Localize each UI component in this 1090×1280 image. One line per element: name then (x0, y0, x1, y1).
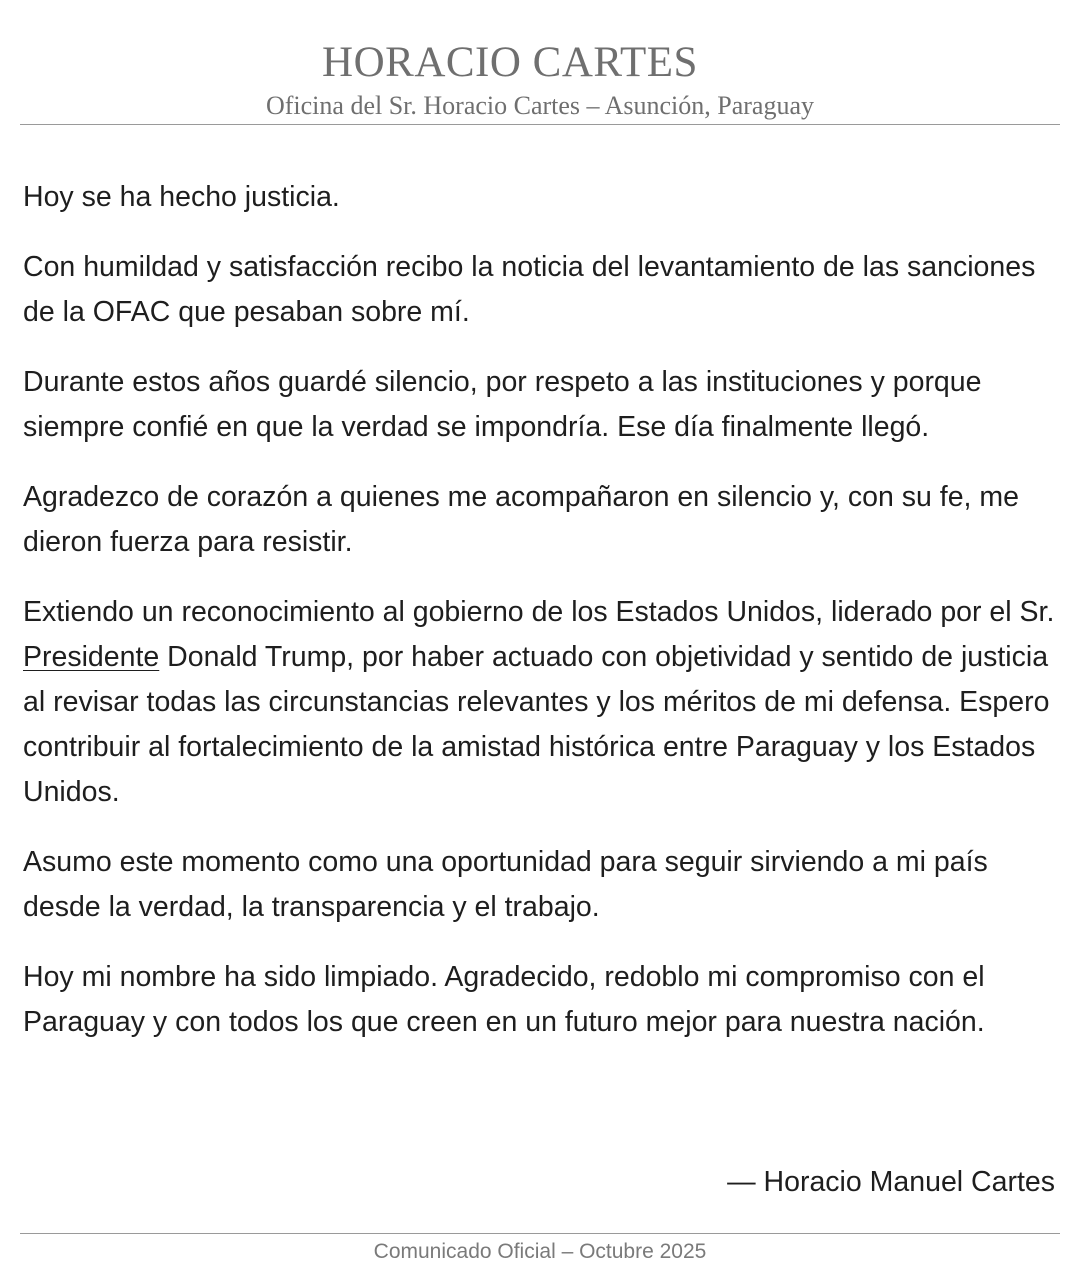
paragraph-4: Agradezco de corazón a quienes me acompañaron en silencio y, con su fe, me dieron fuerza para resistir. (23, 481, 1019, 558)
letterhead-subtitle: Oficina del Sr. Horacio Cartes – Asunción, Paraguay (265, 91, 815, 120)
paragraph-7: Hoy mi nombre ha sido limpiado. Agradecido, redoblo mi compromiso con el Paraguay y con todos los que creen en un futuro mejor para nuestra nación. (23, 961, 985, 1038)
paragraph-5 (23, 590, 1063, 815)
statement-body (23, 175, 1063, 1070)
paragraph-5-start: Extiendo un reconocimiento al gobierno de los Estados Unidos, liderado por el Sr. (23, 596, 1055, 628)
letterhead-title: HORACIO CARTES (322, 39, 698, 86)
paragraph-5-end: Donald Trump, por haber actuado con objetividad y sentido de justicia al revisar todas las circunstancias relevantes y los méritos de mi defensa. Espero contribuir al fortalecimiento de la amistad histórica entre Paraguay y los Estados Unidos. (23, 641, 1050, 808)
footer-note: Comunicado Oficial – Octubre 2025 (373, 1240, 707, 1263)
signature: — Horacio Manuel Cartes (727, 1166, 1055, 1198)
paragraph-2: Con humildad y satisfacción recibo la noticia del levantamiento de las sanciones de la OFAC que pesaban sobre mí. (23, 251, 1036, 328)
paragraph-1: Hoy se ha hecho justicia. (23, 181, 340, 213)
paragraph-3: Durante estos años guardé silencio, por respeto a las instituciones y porque siempre confié en que la verdad se impondría. Ese día finalmente llegó. (23, 366, 982, 443)
header-divider (20, 124, 1060, 125)
footer-divider (20, 1233, 1060, 1234)
underlined-word: Presidente (23, 641, 160, 673)
paragraph-6: Asumo este momento como una oportunidad para seguir sirviendo a mi país desde la verdad, la transparencia y el trabajo. (23, 846, 988, 923)
